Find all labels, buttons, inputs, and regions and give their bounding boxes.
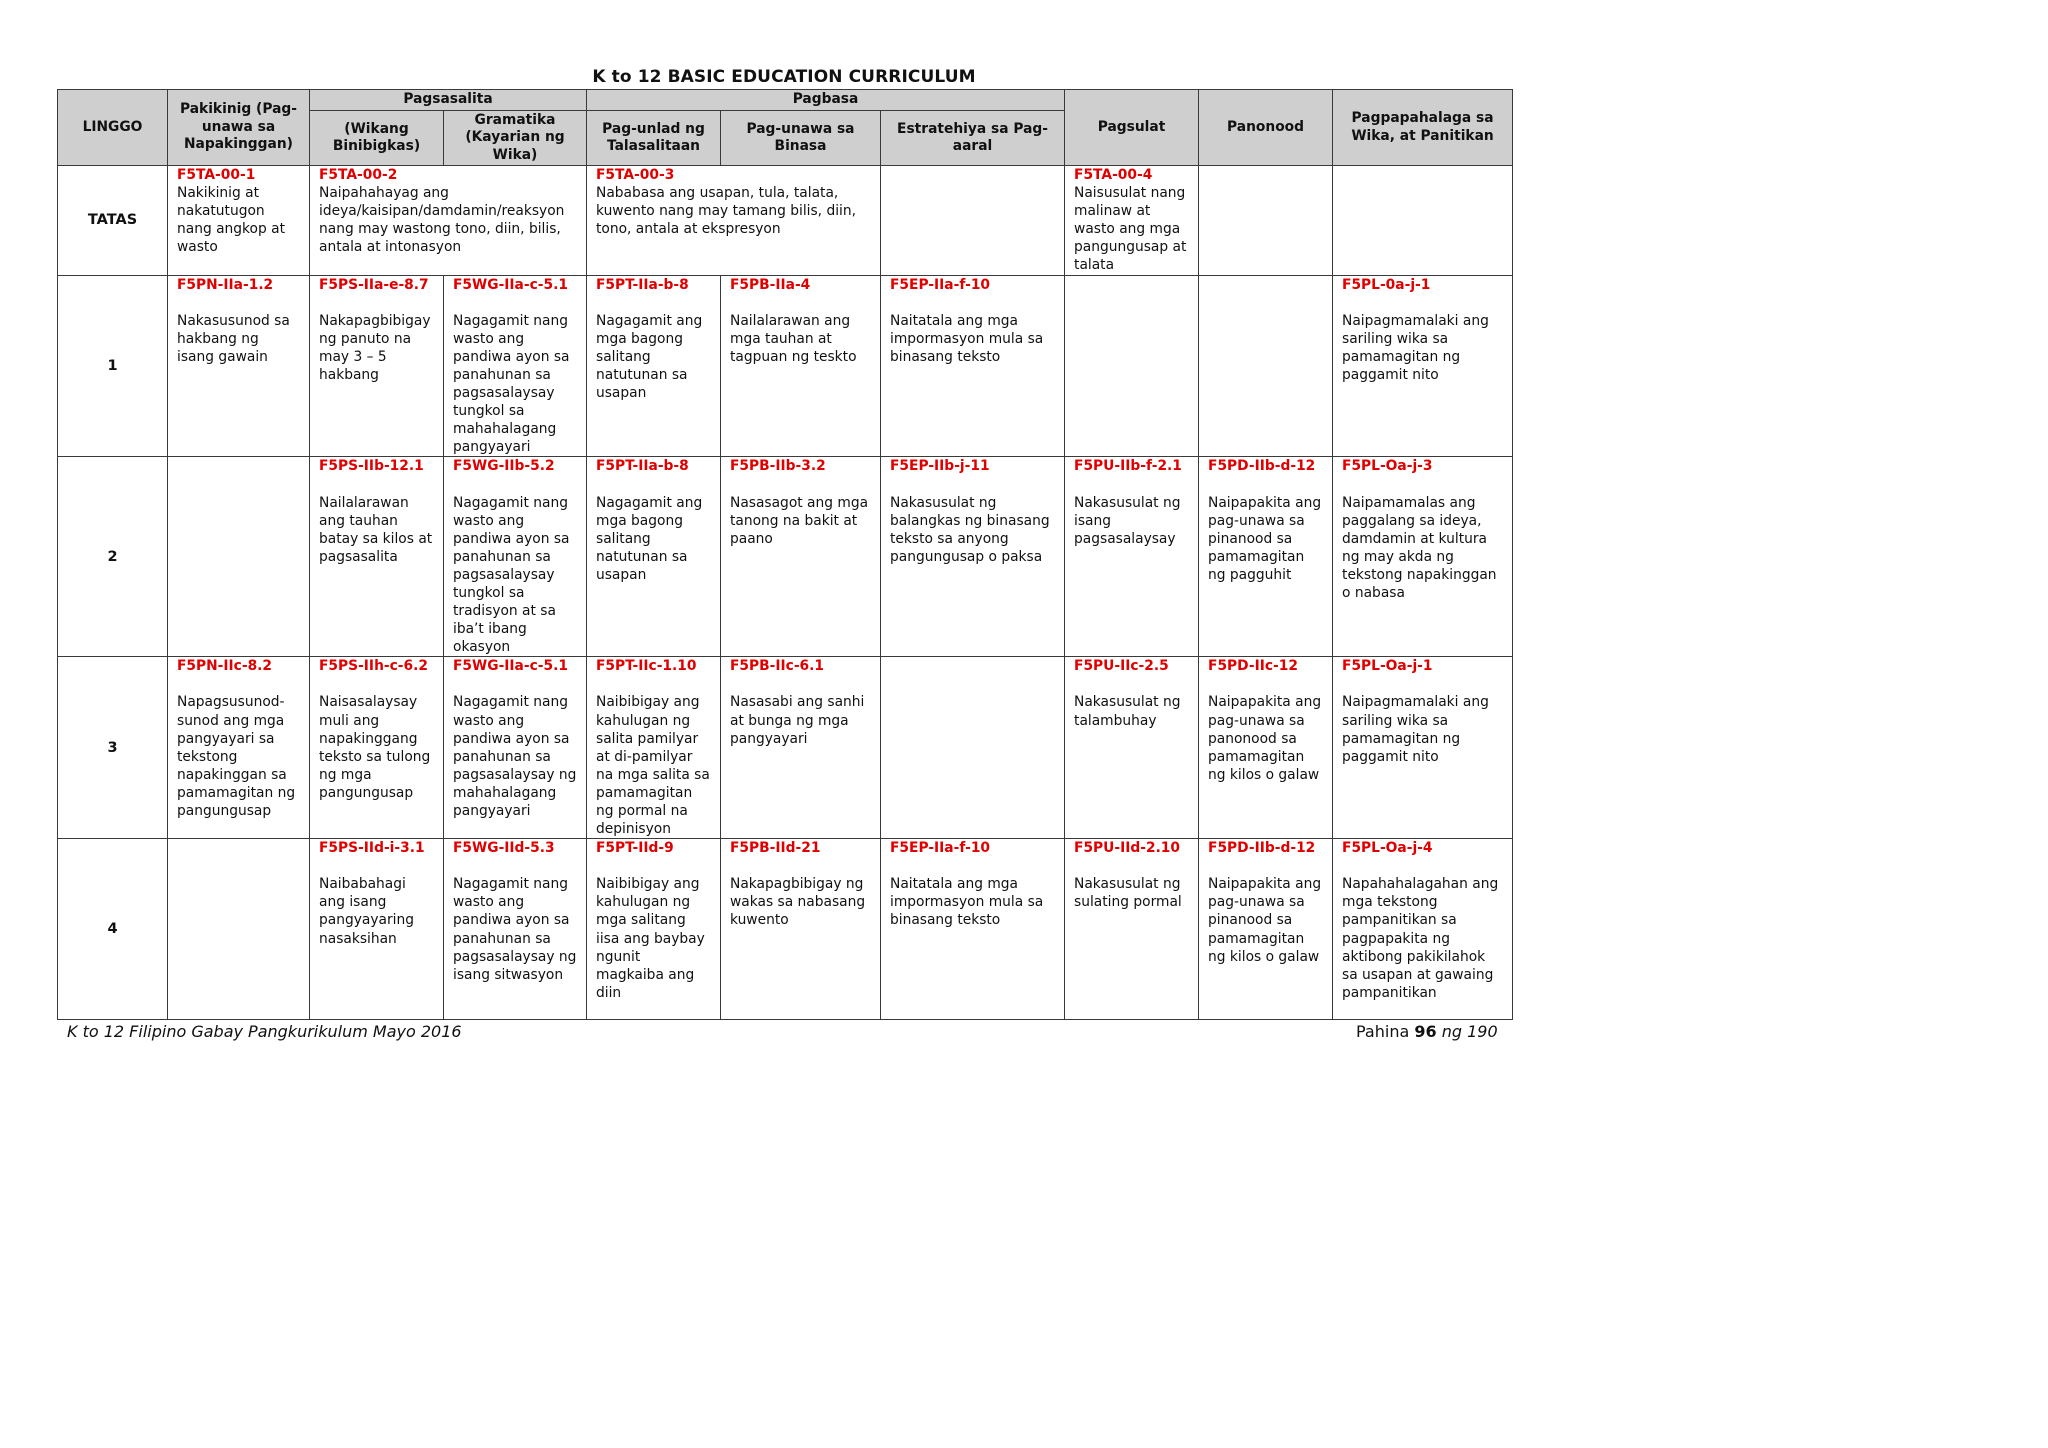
cell-estratehiya (881, 839, 1065, 1020)
cell-pagsasalita (310, 275, 444, 457)
cell-pag-unawa (721, 657, 881, 839)
competency-text: Nakikinig at nakatutugon nang angkop at wasto (177, 185, 285, 256)
table-row-week (58, 275, 1513, 457)
competency-text: Nakapagbibigay ng panuto na may 3 – 5 hakbang (319, 312, 431, 383)
competency-text: Nailalarawan ang mga tauhan at tagpuan ng teskto (730, 312, 857, 365)
competency-code: F5TA-00-2 (319, 167, 398, 183)
competency-code: F5PB-IIb-3.2 (730, 458, 826, 475)
competency-code: F5PS-IIh-c-6.2 (319, 658, 428, 675)
header-gramatika: Gramatika (Kayarian ng Wika) (444, 111, 587, 166)
competency-text: Nakasusunod sa hakbang ng isang gawain (177, 312, 290, 365)
competency-text: Nagagamit nang wasto ang pandiwa ayon sa panahunan sa pagsasalaysay ng isang sitwasyon (453, 876, 577, 983)
competency-code: F5PT-IId-9 (596, 840, 674, 857)
competency-text: Naipahahayag ang ideya/kaisipan/damdamin/reaksyon nang may wastong tono, diin, bilis, antala at intonasyon (319, 185, 565, 256)
cell-pakikinig (168, 275, 310, 457)
cell-pakikinig (168, 657, 310, 839)
cell-panonood (1199, 457, 1333, 657)
cell-estratehiya (881, 275, 1065, 457)
header-pagpapahalaga: Pagpapahalaga sa Wika, at Panitikan (1333, 90, 1513, 166)
competency-code: F5PB-IIa-4 (730, 276, 811, 293)
cell-pagsasalita (310, 457, 444, 657)
competency-code: F5TA-00-3 (596, 167, 675, 183)
cell-pagsulat (1065, 457, 1199, 657)
cell-pagsulat (1065, 275, 1199, 457)
cell-panonood (1199, 839, 1333, 1020)
competency-text: Naipagmamalaki ang sariling wika sa pamamagitan ng paggamit nito (1342, 694, 1489, 765)
cell-estratehiya (881, 657, 1065, 839)
cell-gramatika (444, 275, 587, 457)
footer-ng-label: ng (1441, 1022, 1463, 1041)
footer-page-number (1356, 1022, 1498, 1041)
curriculum-table (57, 89, 1513, 1020)
competency-code: F5PD-IIc-12 (1208, 658, 1298, 675)
competency-text: Nakapagbibigay ng wakas sa nabasang kuwento (730, 876, 866, 929)
competency-code: F5EP-IIb-j-11 (890, 458, 990, 475)
competency-code: F5WG-IId-5.3 (453, 840, 555, 857)
competency-code: F5PN-IIa-1.2 (177, 276, 274, 293)
cell-estratehiya (881, 166, 1065, 276)
cell-pagsulat (1065, 657, 1199, 839)
cell-pagpapahalaga (1333, 275, 1513, 457)
cell-pag-unawa (721, 275, 881, 457)
competency-text: Nakasusulat ng balangkas ng binasang teksto sa anyong pangungusap o paksa (890, 494, 1050, 565)
competency-text: Nailalarawan ang tauhan batay sa kilos at pagsasalita (319, 494, 433, 565)
competency-code: F5PU-IIc-2.5 (1074, 658, 1169, 675)
header-pagsulat: Pagsulat (1065, 90, 1199, 166)
competency-text: Naibabahagi ang isang pangyayaring nasaksihan (319, 876, 414, 947)
header-wikang-binibigkas: (Wikang Binibigkas) (310, 111, 444, 166)
competency-code: F5PT-IIa-b-8 (596, 276, 689, 293)
table-row-week (58, 457, 1513, 657)
week-number: 2 (58, 457, 168, 657)
competency-text: Nasasagot ang mga tanong na bakit at paano (730, 494, 869, 547)
competency-text: Nakasusulat ng isang pagsasalaysay (1074, 494, 1181, 547)
cell-pag-unlad (587, 275, 721, 457)
competency-code: F5EP-IIa-f-10 (890, 276, 991, 293)
cell-pagsulat (1065, 839, 1199, 1020)
header-pag-unawa: Pag-unawa sa Binasa (721, 111, 881, 166)
competency-code: F5PU-IIb-f-2.1 (1074, 458, 1182, 475)
competency-code: F5PN-IIc-8.2 (177, 658, 273, 675)
cell-panonood (1199, 657, 1333, 839)
competency-text: Naipagmamalaki ang sariling wika sa pamamagitan ng paggamit nito (1342, 312, 1489, 383)
row-label: TATAS (58, 166, 168, 276)
footer-document-title: K to 12 Filipino Gabay Pangkurikulum Mayo 2016 (67, 1022, 462, 1041)
cell-pagpapahalaga (1333, 657, 1513, 839)
cell-pagpapahalaga (1333, 457, 1513, 657)
competency-code: F5PS-IIa-e-8.7 (319, 276, 429, 293)
cell-pag-unlad (587, 457, 721, 657)
competency-code: F5PU-IId-2.10 (1074, 840, 1181, 857)
table-row-week (58, 839, 1513, 1020)
cell-pag-unlad (587, 657, 721, 839)
table-row-week (58, 657, 1513, 839)
competency-text: Nakasusulat ng sulating pormal (1074, 876, 1182, 911)
header-linggo: LINGGO (58, 90, 168, 166)
cell-pakikinig (168, 166, 310, 276)
competency-code: F5PT-IIc-1.10 (596, 658, 697, 675)
week-number: 3 (58, 657, 168, 839)
competency-text: Nasasabi ang sanhi at bunga ng mga pangyayari (730, 694, 865, 747)
competency-code: F5PS-IIb-12.1 (319, 458, 424, 475)
cell-pakikinig (168, 839, 310, 1020)
cell-gramatika (444, 839, 587, 1020)
competency-code: F5PL-Oa-j-1 (1342, 658, 1433, 675)
competency-code: F5TA-00-4 (1074, 167, 1153, 183)
footer-current-page: 96 (1414, 1022, 1437, 1041)
competency-text: Naibibigay ang kahulugan ng salita pamilyar at di-pamilyar na mga salita sa pamamagitan ng pormal na depinisyon (596, 694, 710, 838)
cell-pagbasa (587, 166, 881, 276)
competency-text: Naitatala ang mga impormasyon mula sa binasang teksto (890, 876, 1044, 929)
competency-code: F5EP-IIa-f-10 (890, 840, 991, 857)
cell-pakikinig (168, 457, 310, 657)
competency-text: Nababasa ang usapan, tula, talata, kuwento nang may tamang bilis, diin, tono, antala at ekspresyon (596, 185, 857, 238)
competency-code: F5PD-IIb-d-12 (1208, 840, 1316, 857)
competency-text: Naipamamalas ang paggalang sa ideya, damdamin at kultura ng may akda ng tekstong napakinggan o nabasa (1342, 494, 1497, 601)
header-pag-unlad: Pag-unlad ng Talasalitaan (587, 111, 721, 166)
competency-text: Nagagamit nang wasto ang pandiwa ayon sa panahunan sa pagsasalaysay tungkol sa mahahalagang pangyayari (453, 312, 570, 456)
week-number: 4 (58, 839, 168, 1020)
competency-text: Naisasalaysay muli ang napakinggang teksto sa tulong ng mga pangungusap (319, 694, 431, 801)
competency-code: F5PT-IIa-b-8 (596, 458, 689, 475)
table-row-tatas (58, 166, 1513, 276)
competency-text: Naisusulat nang malinaw at wasto ang mga pangungusap at talata (1074, 185, 1187, 274)
competency-code: F5PB-IId-21 (730, 840, 821, 857)
competency-text: Nakasusulat ng talambuhay (1074, 694, 1181, 729)
week-number: 1 (58, 275, 168, 457)
competency-code: F5TA-00-1 (177, 167, 256, 183)
header-pagbasa: Pagbasa (587, 90, 1065, 111)
competency-code: F5PS-IId-i-3.1 (319, 840, 425, 857)
competency-text: Naipapakita ang pag-unawa sa panonood sa pamamagitan ng kilos o galaw (1208, 694, 1322, 783)
header-panonood: Panonood (1199, 90, 1333, 166)
competency-code: F5PL-Oa-j-4 (1342, 840, 1433, 857)
competency-code: F5PB-IIc-6.1 (730, 658, 824, 675)
cell-pagsulat (1065, 166, 1199, 276)
cell-pagpapahalaga (1333, 839, 1513, 1020)
cell-pag-unawa (721, 839, 881, 1020)
header-pakikinig: Pakikinig (Pag-unawa sa Napakinggan) (168, 90, 310, 166)
cell-pagsasalita (310, 166, 587, 276)
competency-text: Nagagamit nang wasto ang pandiwa ayon sa panahunan sa pagsasalaysay tungkol sa tradisyon at sa iba’t ibang okasyon (453, 494, 570, 656)
cell-panonood (1199, 275, 1333, 457)
cell-pagpapahalaga (1333, 166, 1513, 276)
competency-text: Napahahalagahan ang mga tekstong pampanitikan sa pagpapakita ng aktibong pakikilahok sa usapan at gawaing pampanitikan (1342, 876, 1499, 1001)
competency-code: F5PL-0a-j-1 (1342, 276, 1431, 293)
competency-code: F5PL-Oa-j-3 (1342, 458, 1433, 475)
page-title: K to 12 BASIC EDUCATION CURRICULUM (592, 67, 976, 87)
competency-code: F5WG-IIb-5.2 (453, 458, 555, 475)
competency-code: F5WG-IIa-c-5.1 (453, 276, 568, 293)
competency-text: Naitatala ang mga impormasyon mula sa binasang teksto (890, 312, 1044, 365)
competency-text: Naibibigay ang kahulugan ng mga salitang iisa ang baybay ngunit magkaiba ang diin (596, 876, 705, 1001)
footer-pahina-label: Pahina (1356, 1022, 1410, 1041)
competency-text: Nagagamit ang mga bagong salitang natutunan sa usapan (596, 494, 703, 583)
competency-text: Naipapakita ang pag-unawa sa pinanood sa pamamagitan ng kilos o galaw (1208, 876, 1322, 965)
cell-pagsasalita (310, 657, 444, 839)
competency-text: Nagagamit ang mga bagong salitang natutunan sa usapan (596, 312, 703, 402)
cell-pag-unawa (721, 457, 881, 657)
competency-text: Naipapakita ang pag-unawa sa pinanood sa pamamagitan ng pagguhit (1208, 494, 1322, 583)
cell-estratehiya (881, 457, 1065, 657)
competency-code: F5PD-IIb-d-12 (1208, 458, 1316, 475)
competency-code: F5WG-IIa-c-5.1 (453, 658, 568, 675)
footer-total-pages: 190 (1467, 1022, 1498, 1041)
cell-pagsasalita (310, 839, 444, 1020)
competency-text: Napagsusunod-sunod ang mga pangyayari sa tekstong napakinggan sa pamamagitan ng pangungusap (177, 694, 296, 819)
cell-pag-unlad (587, 839, 721, 1020)
header-estratehiya: Estratehiya sa Pag-aaral (881, 111, 1065, 166)
cell-gramatika (444, 457, 587, 657)
header-pagsasalita: Pagsasalita (310, 90, 587, 111)
competency-text: Nagagamit nang wasto ang pandiwa ayon sa panahunan sa pagsasalaysay ng mahahalagang pangyayari (453, 694, 577, 819)
cell-gramatika (444, 657, 587, 839)
cell-panonood (1199, 166, 1333, 276)
